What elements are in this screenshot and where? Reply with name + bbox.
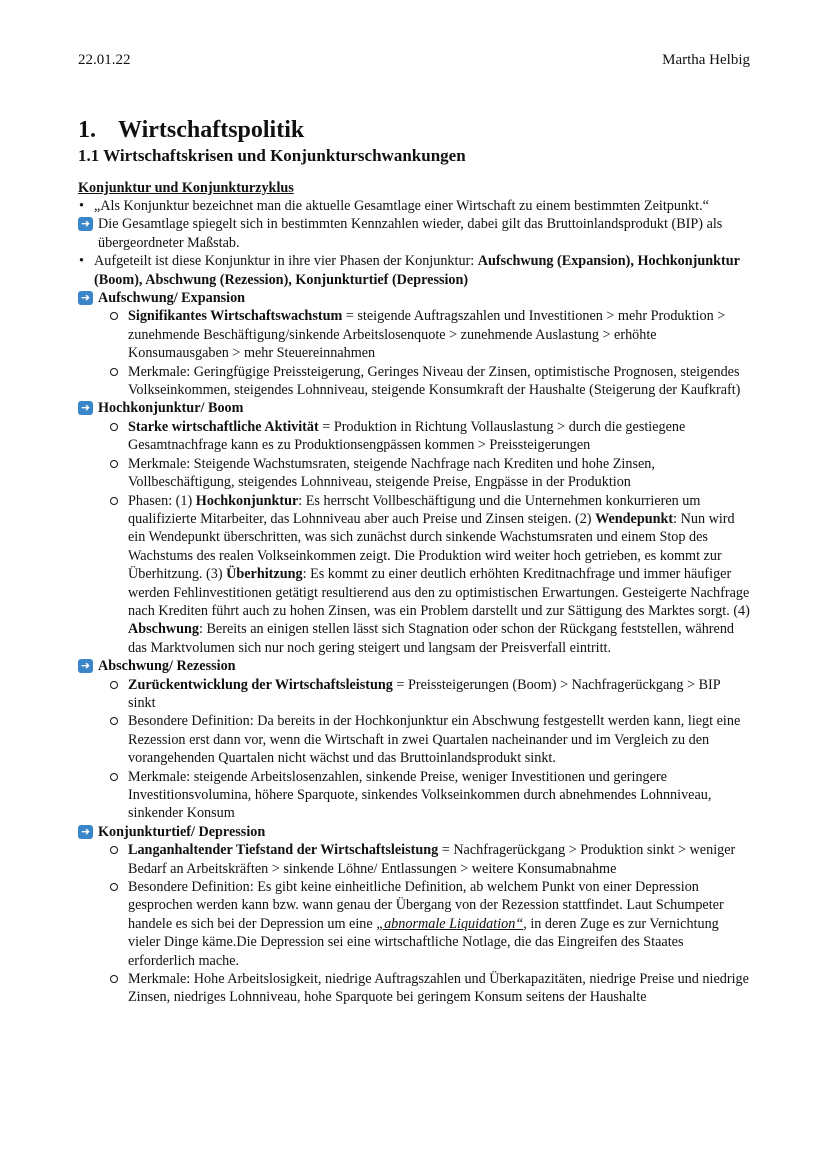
hochkonjunktur-item-1: Starke wirtschaftliche Aktivität = Produktion in Richtung Vollauslastung > durch die gestiegene Gesamtnachfrage kann es zu Produktionsengpässen kommen > Preissteigerungen xyxy=(78,418,750,455)
phase-heading-aufschwung: ➜ Aufschwung/ Expansion xyxy=(78,289,750,307)
konjunkturtief-item-3: Merkmale: Hohe Arbeitslosigkeit, niedrige Auftragszahlen und Überkapazitäten, niedrige Preise und niedrige Zinsen, niedriges Lohnniveau, hohe Sparquote bei geringem Konsum seitens der Haushalte xyxy=(78,970,750,1007)
circle-bullet-icon xyxy=(110,368,118,376)
aufschwung-item-2: Merkmale: Geringfügige Preissteigerung, Geringes Niveau der Zinsen, optimistische Prognosen, steigendes Volkseinkommen, steigendes Lohnniveau, steigende Konsumkraft der Haushalte (Steigerung der Kaufkraft) xyxy=(78,363,750,400)
intro-arrow-item: ➜ Die Gesamtlage spiegelt sich in bestimmten Kennzahlen wieder, dabei gilt das Bruttoinlandsprodukt (BIP) als übergeordneter Maßstab. xyxy=(78,215,750,252)
document-body xyxy=(78,115,750,1007)
header-author: Martha Helbig xyxy=(662,52,750,68)
circle-bullet-icon xyxy=(110,883,118,891)
abschwung-item-3: Merkmale: steigende Arbeitslosenzahlen, sinkende Preise, weniger Investitionen und geringere Investitionsvolumina, höhere Sparquote, sinkendes Volkseinkommen durch abnehmendes Lohnniveau, sinkender Konsum xyxy=(78,768,750,823)
bullet-dot-icon: • xyxy=(79,253,84,270)
hochkonjunktur-item-3: Phasen: (1) Hochkonjunktur: Es herrscht Vollbeschäftigung und die Unternehmen konkurrieren um qualifizierte Mitarbeiter, das Lohnniveau aber auch Preise und Zinsen steigen. (2) Wendepunkt: Nun wird ein Wendepunkt überschritten, was sich zunächst durch sinkende Wachstumsraten und einem Stop des Wachstums des realen Volkseinkommen zeigt. Die Produktion wird weiter hoch getrieben, es kommt zur Überhitzung. (3) Überhitzung: Es kommt zu einer deutlich erhöhten Kreditnachfrage und immer häufiger werden Fehlinvestitionen getätigt resultierend aus den zu optimistischen Erwartungen. Gesteigerte Nachfrage nach Krediten führt auch zu hohen Zinsen, was ein Problem darstellt und zur Sättigung des Marktes sorgt. (4) Abschwung: Bereits an einigen stellen lässt sich Stagnation oder schon der Rückgang feststellen, während das Marktvolumen sich nur noch gering steigert und langsam der Preisverfall eintritt. xyxy=(78,492,750,658)
arrow-right-icon: ➜ xyxy=(78,217,93,231)
section-heading: 1.1 Wirtschaftskrisen und Konjunkturschwankungen xyxy=(78,146,466,165)
bullet-dot-icon: • xyxy=(79,198,84,214)
chapter-number: 1. xyxy=(78,117,96,143)
chapter-title: Wirtschaftspolitik xyxy=(118,117,305,143)
header-date: 22.01.22 xyxy=(78,52,131,68)
phase-heading-hochkonjunktur: ➜ Hochkonjunktur/ Boom xyxy=(78,399,750,417)
subsection-title: Konjunktur und Konjunkturzyklus xyxy=(78,180,294,196)
abschwung-item-1: Zurückentwicklung der Wirtschaftsleistung = Preissteigerungen (Boom) > Nachfragerückgang > BIP sinkt xyxy=(78,676,750,713)
hochkonjunktur-item-2: Merkmale: Steigende Wachstumsraten, steigende Nachfrage nach Krediten und hohe Zinsen, Vollbeschäftigung, steigendes Lohnniveau, steigende Preise, Engpässe in der Produktion xyxy=(78,455,750,492)
konjunkturtief-item-2: Besondere Definition: Es gibt keine einheitliche Definition, ab welchem Punkt von einer Depression gesprochen werden kann bzw. wann genau der Übergang von der Rezession stattfindet. Laut Schumpeter handele es sich bei der Depression um eine „abnormale Liquidation“, in deren Zuge es zur Vernichtung vieler Dinge käme.Die Depression sei eine wirtschaftliche Notlage, die das Eingreifen des Staates erforderlich mache. xyxy=(78,878,750,970)
aufschwung-item-1: Signifikantes Wirtschaftswachstum = steigende Auftragszahlen und Investitionen > mehr Produktion > zunehmende Beschäftigung/sinkende Arbeitslosenquote > zunehmende Auslastung > erhöhte Konsumausgaben > mehr Steuereinnahmen xyxy=(78,307,750,362)
arrow-right-icon: ➜ xyxy=(78,825,93,839)
circle-bullet-icon xyxy=(110,717,118,725)
intro-bullet-2: • Aufgeteilt ist diese Konjunktur in ihre vier Phasen der Konjunktur: Aufschwung (Expansion), Hochkonjunktur (Boom), Abschwung (Rezession), Konjunkturtief (Depression) xyxy=(79,253,740,288)
phase-heading-abschwung: ➜ Abschwung/ Rezession xyxy=(78,657,750,675)
chapter-heading xyxy=(78,115,750,145)
abschwung-item-2: Besondere Definition: Da bereits in der Hochkonjunktur ein Abschwung festgestellt werden kann, liegt eine Rezession erst dann vor, wenn die Wirtschaft in zwei Quartalen nacheinander und im Vergleich zu den vorangehenden Quartalen nicht wächst und das Bruttoinlandsprodukt sinkt. xyxy=(78,712,750,767)
circle-bullet-icon xyxy=(110,846,118,854)
arrow-right-icon: ➜ xyxy=(78,659,93,673)
circle-bullet-icon xyxy=(110,423,118,431)
circle-bullet-icon xyxy=(110,312,118,320)
phase-heading-konjunkturtief: ➜ Konjunkturtief/ Depression xyxy=(78,823,750,841)
intro-bullet-1: • „Als Konjunktur bezeichnet man die aktuelle Gesamtlage einer Wirtschaft zu einem bestimmten Zeitpunkt.“ xyxy=(79,198,709,214)
arrow-right-icon: ➜ xyxy=(78,291,93,305)
arrow-right-icon: ➜ xyxy=(78,401,93,415)
circle-bullet-icon xyxy=(110,681,118,689)
konjunkturtief-item-1: Langanhaltender Tiefstand der Wirtschaftsleistung = Nachfragerückgang > Produktion sinkt > weniger Bedarf an Arbeitskräften > sinkende Löhne/ Entlassungen > weitere Konsumabnahme xyxy=(78,841,750,878)
circle-bullet-icon xyxy=(110,497,118,505)
circle-bullet-icon xyxy=(110,975,118,983)
circle-bullet-icon xyxy=(110,773,118,781)
circle-bullet-icon xyxy=(110,460,118,468)
